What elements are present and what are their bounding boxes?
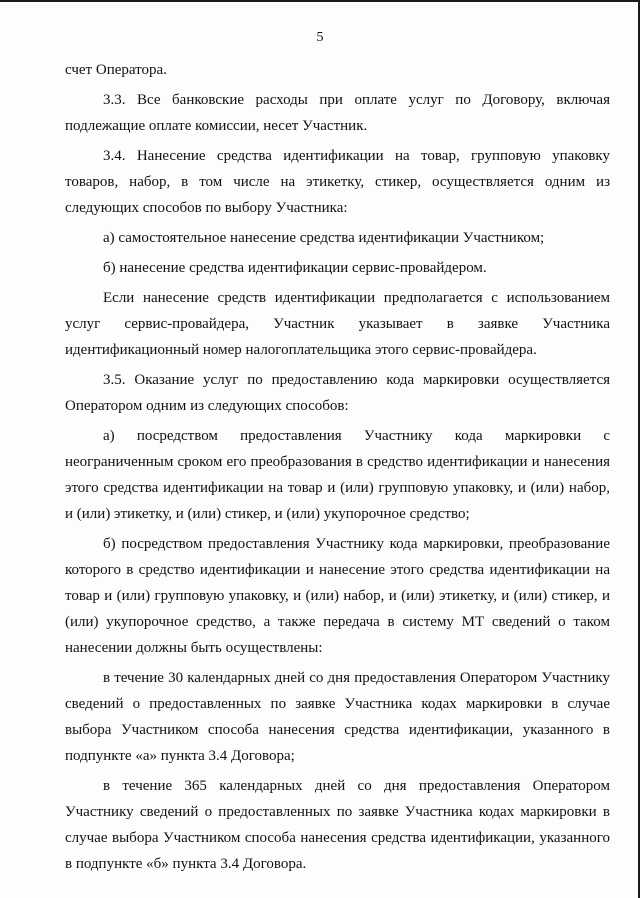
paragraph-30-days: в течение 30 календарных дней со дня предоставления Оператором Участнику сведений о предоставленных по заявке Участника кодах маркировки в случае выбора Участником способа нанесения средства идентификации, указанного в подпункте «а» пункта 3.4 Договора; xyxy=(65,670,610,764)
page-number: 5 xyxy=(316,30,324,45)
list-item-3-5-b: б) посредством предоставления Участнику кода маркировки, преобразование которого в средство идентификации и нанесение этого средства идентификации на товар и (или) групповую упаковку, и (или) набор, и (или) этикетку, и (или) стикер, и (или) укупорочное средство, а также передача в систему МТ сведений о таком нанесении должны быть осуществлены: xyxy=(65,536,610,656)
paragraph-365-days: в течение 365 календарных дней со дня предоставления Оператором Участнику сведений о предоставленных по заявке Участника кодах маркировки в случае выбора Участником способа нанесения средства идентификации, указанного в подпункте «б» пункта 3.4 Договора. xyxy=(65,778,610,872)
paragraph-service-provider: Если нанесение средств идентификации предполагается с использованием услуг сервис-провайдера, Участник указывает в заявке Участника идентификационный номер налогоплательщика этого сервис-провайдера. xyxy=(65,290,610,358)
list-item-3-5-a: а) посредством предоставления Участнику кода маркировки с неограниченным сроком его преобразования в средство идентификации и нанесения этого средства идентификации на товар и (или) групповую упаковку, и (или) набор, и (или) этикетку, и (или) стикер, и (или) укупорочное средство; xyxy=(65,428,610,522)
paragraph-continuation: счет Оператора. xyxy=(65,62,167,78)
paragraph-3-4: 3.4. Нанесение средства идентификации на товар, групповую упаковку товаров, набор, в том числе на этикетку, стикер, осуществляется одним из следующих способов по выбору Участника: xyxy=(65,148,610,216)
document-body xyxy=(65,57,610,877)
list-item-3-4-a: а) самостоятельное нанесение средства идентификации Участником; xyxy=(103,230,545,246)
scan-edge-top xyxy=(0,0,640,2)
list-item-3-4-b: б) нанесение средства идентификации сервис-провайдером. xyxy=(103,260,487,276)
paragraph-3-3: 3.3. Все банковские расходы при оплате услуг по Договору, включая подлежащие оплате комиссии, несет Участник. xyxy=(65,92,610,134)
paragraph-3-5: 3.5. Оказание услуг по предоставлению кода маркировки осуществляется Оператором одним из следующих способов: xyxy=(65,372,610,414)
